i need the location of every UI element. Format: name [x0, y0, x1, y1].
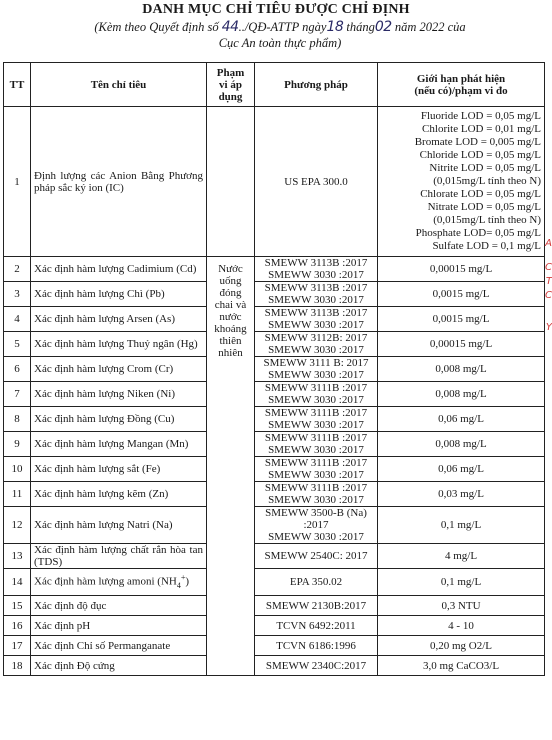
method-line: SMEWW 3500-B (Na) — [265, 507, 367, 519]
subtitle-text-1: (Kèm theo Quyết định số — [94, 20, 222, 34]
red-margin-mark: Y — [545, 322, 552, 333]
limit-cell — [378, 282, 545, 307]
row-number: 14 — [4, 569, 31, 596]
row-number: 3 — [4, 282, 31, 307]
limit-line: (0,015mg/L tính theo N) — [433, 214, 541, 226]
limit-line: Chlorite LOD = 0,01 mg/L — [422, 123, 541, 135]
method-line: SMEWW 3030 :2017 — [268, 494, 364, 506]
table-body — [4, 107, 545, 676]
limit-line: Fluoride LOD = 0,05 mg/L — [420, 110, 541, 122]
limit-line: 0,0015 mg/L — [432, 288, 490, 300]
method-line: SMEWW 2130B:2017 — [265, 599, 367, 612]
table-row — [4, 596, 545, 616]
indicator-name: Xác định độ đục — [31, 596, 207, 616]
scope-line: uống — [219, 275, 242, 287]
limit-cell — [378, 482, 545, 507]
limit-cell — [378, 596, 545, 616]
method-line: SMEWW 3030 :2017 — [268, 344, 364, 356]
table-row — [4, 407, 545, 432]
limit-cell — [378, 332, 545, 357]
indicator-name: Xác định pH — [31, 616, 207, 636]
method-cell — [255, 569, 378, 596]
header-limit-line: (nếu có)/phạm vi đo — [414, 84, 508, 97]
row-number: 12 — [4, 507, 31, 544]
method-line: SMEWW 3030 :2017 — [268, 444, 364, 456]
row-number: 4 — [4, 307, 31, 332]
method-cell — [255, 544, 378, 569]
header-limit-line: Giới hạn phát hiện — [416, 72, 506, 85]
scope-line: đóng — [219, 287, 242, 299]
page-title: DANH MỤC CHỈ TIÊU ĐƯỢC CHỈ ĐỊNH — [142, 2, 410, 17]
method-line: SMEWW 3030 :2017 — [268, 531, 364, 543]
indicator-name: Xác định hàm lượng chất rắn hòa tan (TDS) — [31, 544, 207, 569]
method-cell — [255, 636, 378, 656]
scope-line: chai và — [214, 299, 247, 311]
limit-line: Sulfate LOD = 0,1 mg/L — [432, 240, 541, 252]
limit-line: 0,008 mg/L — [435, 388, 487, 400]
indicator-name: Xác định Độ cứng — [31, 656, 207, 676]
limit-line: 0,1 mg/L — [440, 576, 482, 588]
table-row — [4, 569, 545, 596]
red-margin-mark: C — [545, 262, 552, 273]
header-scope-line: Phạm — [216, 66, 245, 79]
limit-cell — [378, 357, 545, 382]
limit-cell — [378, 636, 545, 656]
method-cell — [255, 282, 378, 307]
method-line: US EPA 300.0 — [284, 175, 348, 188]
method-cell — [255, 482, 378, 507]
scope-cell — [207, 257, 255, 676]
row-number: 13 — [4, 544, 31, 569]
method-cell — [255, 407, 378, 432]
method-cell — [255, 382, 378, 407]
indicator-name: Xác định hàm lượng Crom (Cr) — [31, 357, 207, 382]
scope-line: thiên — [219, 335, 242, 347]
row-number: 16 — [4, 616, 31, 636]
indicator-name: Xác định hàm lượng Arsen (As) — [31, 307, 207, 332]
method-line: SMEWW 3111 B: 2017 — [263, 357, 369, 369]
limit-line: Nitrite LOD = 0,05 mg/L — [429, 162, 541, 174]
scope-line: nhiên — [218, 347, 243, 359]
subtitle-text-4: năm 2022 của — [391, 20, 466, 34]
method-line: SMEWW 3113B :2017 — [264, 257, 368, 269]
limit-line: Nitrate LOD = 0,05 mg/L — [427, 201, 541, 213]
limit-line: 0,06 mg/L — [438, 463, 484, 475]
method-line: TCVN 6186:1996 — [276, 639, 356, 652]
limit-cell — [378, 407, 545, 432]
method-line: :2017 — [303, 519, 329, 531]
header-method: Phương pháp — [255, 63, 378, 107]
limit-line: Phosphate LOD= 0,05 mg/L — [415, 227, 541, 239]
method-cell — [255, 257, 378, 282]
method-cell — [255, 596, 378, 616]
limit-line: 0,3 NTU — [441, 599, 481, 612]
indicator-name: Xác định hàm lượng Mangan (Mn) — [31, 432, 207, 457]
limit-cell — [378, 616, 545, 636]
table-row — [4, 457, 545, 482]
limit-line: Bromate LOD = 0,005 mg/L — [414, 136, 541, 148]
method-cell — [255, 616, 378, 636]
indicator-name-part: 4 — [176, 580, 181, 590]
header-scope-line: dụng — [218, 90, 243, 103]
method-line: EPA 350.02 — [289, 576, 343, 588]
limit-line: 0,00015 mg/L — [429, 263, 493, 275]
method-line: SMEWW 3111B :2017 — [264, 382, 368, 394]
limit-line: 3,0 mg CaCO3/L — [422, 659, 500, 672]
subtitle-text-3: tháng — [343, 20, 375, 34]
method-line: SMEWW 3030 :2017 — [268, 319, 364, 331]
method-line: TCVN 6492:2011 — [276, 619, 356, 632]
row-number: 10 — [4, 457, 31, 482]
indicator-name: Xác định hàm lượng Chì (Pb) — [31, 282, 207, 307]
method-line: SMEWW 3030 :2017 — [268, 419, 364, 431]
indicator-name: Xác định hàm lượng kẽm (Zn) — [31, 482, 207, 507]
table-row — [4, 382, 545, 407]
limit-cell — [378, 507, 545, 544]
limit-line: Chloride LOD = 0,05 mg/L — [419, 149, 541, 161]
method-line: SMEWW 3111B :2017 — [264, 482, 368, 494]
indicator-name — [31, 569, 207, 596]
scope-cell-empty — [207, 107, 255, 257]
row-number: 5 — [4, 332, 31, 357]
row-number: 9 — [4, 432, 31, 457]
header-name: Tên chỉ tiêu — [31, 63, 207, 107]
method-line: SMEWW 2540C: 2017 — [264, 550, 368, 562]
table-row — [4, 616, 545, 636]
table-row — [4, 432, 545, 457]
row-number: 7 — [4, 382, 31, 407]
limit-cell — [378, 656, 545, 676]
limit-cell — [378, 257, 545, 282]
table-row — [4, 544, 545, 569]
method-cell — [255, 457, 378, 482]
indicator-name: Xác định hàm lượng sắt (Fe) — [31, 457, 207, 482]
table-row — [4, 656, 545, 676]
row-number: 11 — [4, 482, 31, 507]
method-cell — [255, 107, 378, 257]
header-scope-line: vi áp — [219, 78, 242, 91]
limit-cell — [378, 457, 545, 482]
method-line: SMEWW 3111B :2017 — [264, 407, 368, 419]
red-margin-mark: C — [545, 290, 552, 301]
method-line: SMEWW 3113B :2017 — [264, 307, 368, 319]
subtitle-text-2: ../QĐ-ATTP ngày — [238, 20, 327, 34]
limit-cell — [378, 307, 545, 332]
method-cell — [255, 307, 378, 332]
row-number: 6 — [4, 357, 31, 382]
indicator-table — [3, 62, 545, 676]
header-limit — [378, 63, 545, 107]
red-margin-mark: T — [545, 276, 552, 287]
table-row — [4, 357, 545, 382]
method-line: SMEWW 3030 :2017 — [268, 469, 364, 481]
method-line: SMEWW 3030 :2017 — [268, 369, 364, 381]
method-line: SMEWW 2340C:2017 — [265, 659, 367, 672]
indicator-name-part: + — [180, 573, 186, 583]
method-cell — [255, 357, 378, 382]
limit-line: 0,008 mg/L — [435, 438, 487, 450]
red-margin-mark: A — [545, 238, 552, 249]
method-cell — [255, 332, 378, 357]
limit-cell — [378, 107, 545, 257]
indicator-name: Xác định hàm lượng Niken (Ni) — [31, 382, 207, 407]
limit-cell — [378, 544, 545, 569]
table-row — [4, 107, 545, 257]
indicator-name-part: Xác định hàm lượng amoni (NH — [34, 575, 177, 588]
limit-cell — [378, 382, 545, 407]
table-row — [4, 636, 545, 656]
decision-month-handwritten: 02 — [374, 19, 392, 35]
limit-line: 0,20 mg O2/L — [429, 639, 493, 652]
method-line: SMEWW 3030 :2017 — [268, 294, 364, 306]
indicator-name-part: ) — [185, 575, 190, 588]
method-line: SMEWW 3030 :2017 — [268, 269, 364, 281]
limit-line: 0,00015 mg/L — [429, 338, 493, 350]
row-number: 18 — [4, 656, 31, 676]
limit-line: (0,015mg/L tính theo N) — [433, 175, 541, 187]
limit-line: 0,06 mg/L — [438, 413, 484, 425]
indicator-name: Xác định hàm lượng Cadimium (Cd) — [31, 257, 207, 282]
decision-subtitle — [40, 19, 520, 51]
table-row — [4, 507, 545, 544]
row-number: 2 — [4, 257, 31, 282]
method-line: SMEWW 3112B: 2017 — [264, 332, 368, 344]
scope-line: Nước — [218, 263, 243, 275]
table-row — [4, 257, 545, 282]
limit-line: 4 - 10 — [448, 619, 474, 632]
decision-number-handwritten: 44 — [221, 19, 239, 35]
table-row — [4, 482, 545, 507]
limit-line: 0,0015 mg/L — [432, 313, 490, 325]
indicator-name: Xác định hàm lượng Đồng (Cu) — [31, 407, 207, 432]
indicator-name: Định lượng các Anion Bằng Phương pháp sắc ký ion (IC) — [31, 107, 207, 257]
method-cell — [255, 656, 378, 676]
limit-line: 4 mg/L — [444, 550, 478, 562]
table-header-row — [4, 63, 545, 107]
method-line: SMEWW 3030 :2017 — [268, 394, 364, 406]
method-line: SMEWW 3111B :2017 — [264, 432, 368, 444]
method-line: SMEWW 3113B :2017 — [264, 282, 368, 294]
table-row — [4, 332, 545, 357]
indicator-name: Xác định hàm lượng Thuỷ ngân (Hg) — [31, 332, 207, 357]
indicator-name: Xác định Chỉ số Permanganate — [31, 636, 207, 656]
table-row — [4, 282, 545, 307]
method-line: SMEWW 3111B :2017 — [264, 457, 368, 469]
limit-line: 0,1 mg/L — [440, 519, 482, 531]
row-number: 17 — [4, 636, 31, 656]
limit-line: 0,03 mg/L — [438, 488, 484, 500]
limit-cell — [378, 432, 545, 457]
decision-day-handwritten: 18 — [326, 19, 344, 35]
scope-line: nước — [219, 311, 242, 323]
method-cell — [255, 507, 378, 544]
limit-line: 0,008 mg/L — [435, 363, 487, 375]
indicator-name: Xác định hàm lượng Natri (Na) — [31, 507, 207, 544]
limit-cell — [378, 569, 545, 596]
subtitle-agency: Cục An toàn thực phẩm) — [218, 36, 342, 50]
scope-line: khoáng — [214, 323, 247, 335]
table-row — [4, 307, 545, 332]
row-number: 1 — [4, 107, 31, 257]
header-scope — [207, 63, 255, 107]
row-number: 8 — [4, 407, 31, 432]
method-cell — [255, 432, 378, 457]
header-tt: TT — [4, 63, 31, 107]
limit-line: Chlorate LOD = 0,05 mg/L — [420, 188, 541, 200]
row-number: 15 — [4, 596, 31, 616]
